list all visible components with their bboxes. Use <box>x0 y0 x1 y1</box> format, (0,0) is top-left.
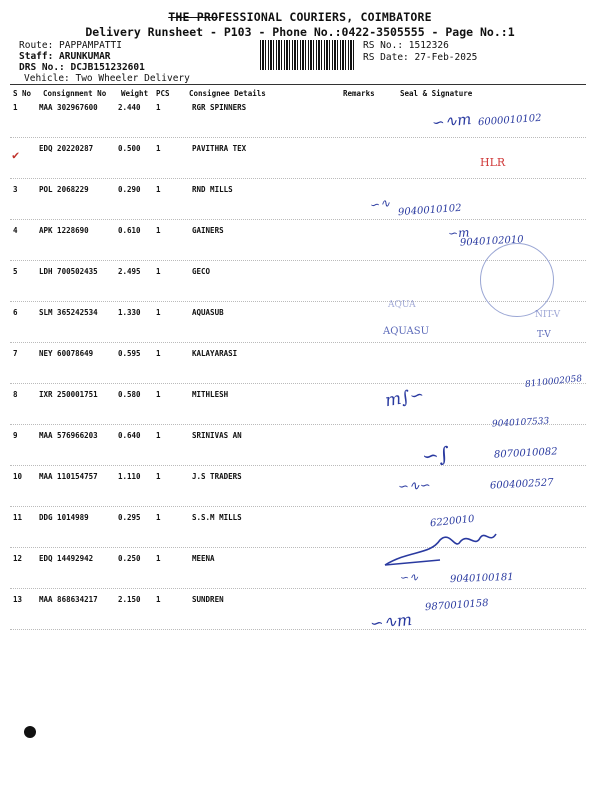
row-consignment: MAA 302967600 <box>39 103 98 112</box>
aqua-signature-stamp: AQUASU <box>383 326 430 337</box>
row-pcs: 1 <box>156 513 161 522</box>
signature-row-9: ∽∫ <box>420 441 451 469</box>
row-pcs: 1 <box>156 431 161 440</box>
row-pcs: 1 <box>156 144 161 153</box>
row-pcs: 1 <box>156 390 161 399</box>
row-consignment: LDH 700502435 <box>39 267 98 276</box>
row-weight: 0.250 <box>118 554 141 563</box>
row-weight: 0.295 <box>118 513 141 522</box>
row-consignee: J.S TRADERS <box>192 472 242 481</box>
row-pcs: 1 <box>156 349 161 358</box>
row-pcs: 1 <box>156 226 161 235</box>
header-rule <box>10 84 586 85</box>
row-sno: 9 <box>13 431 18 440</box>
handwritten-phone-row-13: 9870010158 <box>424 597 489 614</box>
row-weight: 0.500 <box>118 144 141 153</box>
row-sno: 4 <box>13 226 18 235</box>
signature-row-13: ∽∿m <box>369 609 413 634</box>
row-weight: 2.440 <box>118 103 141 112</box>
signature-row-4: ∽m <box>447 225 470 241</box>
row-weight: 0.580 <box>118 390 141 399</box>
row-pcs: 1 <box>156 267 161 276</box>
signature-row-12: ∽∿ <box>399 570 419 585</box>
red-tick-mark: ✔ <box>12 148 20 162</box>
row-weight: 0.640 <box>118 431 141 440</box>
handwritten-phone-row-9: 8070010082 <box>493 446 558 461</box>
route-label: Route: PAPPAMPATTI <box>19 40 122 51</box>
row-pcs: 1 <box>156 595 161 604</box>
row-consignment: APK 1228690 <box>39 226 89 235</box>
row-consignee: MITHLESH <box>192 390 229 399</box>
handwritten-phone-row-11: 6220010 <box>429 513 475 530</box>
row-weight: 1.110 <box>118 472 141 481</box>
runsheet-subtitle: Delivery Runsheet - P103 - Phone No.:0422-3505555 - Page No.:1 <box>85 25 515 39</box>
row-sno: 3 <box>13 185 18 194</box>
unit-stamp-text-2: T-V <box>537 330 551 340</box>
table-row <box>10 343 586 384</box>
row-weight: 0.610 <box>118 226 141 235</box>
punch-dot <box>24 726 36 738</box>
title-struck-part: THE PRO <box>168 10 219 24</box>
row-pcs: 1 <box>156 554 161 563</box>
row-consignment: DDG 1014989 <box>39 513 89 522</box>
signature-row-8: m∫∽ <box>383 384 426 412</box>
col-weight: Weight <box>121 89 149 98</box>
row-consignee: KALAYARASI <box>192 349 238 358</box>
col-sno: S No <box>13 89 32 98</box>
row-consignment: MAA 576966203 <box>39 431 98 440</box>
handwritten-phone-row-8: 8110002058 <box>524 374 583 390</box>
row-pcs: 1 <box>156 472 161 481</box>
row-sno: 8 <box>13 390 18 399</box>
row-pcs: 1 <box>156 308 161 317</box>
table-row <box>10 179 586 220</box>
row-consignment: NEY 60078649 <box>39 349 94 358</box>
title-rest: FESSIONAL COURIERS, COIMBATORE <box>218 10 432 24</box>
row-weight: 0.290 <box>118 185 141 194</box>
document-title <box>0 10 600 24</box>
barcode-image <box>260 40 356 70</box>
handwritten-phone-row-3: 9040010102 <box>397 202 462 219</box>
row-weight: 0.595 <box>118 349 141 358</box>
col-remarks: Remarks <box>343 89 375 98</box>
row-consignment: MAA 110154757 <box>39 472 98 481</box>
row-weight: 1.330 <box>118 308 141 317</box>
row-sno: 1 <box>13 103 18 112</box>
row-sno: 10 <box>13 472 23 481</box>
rs-number: RS No.: 1512326 <box>363 40 449 51</box>
row-sno: 12 <box>13 554 23 563</box>
row-consignee: AQUASUB <box>192 308 224 317</box>
handwritten-phone-row-12: 9040100181 <box>449 571 514 586</box>
vehicle-label: Vehicle: Two Wheeler Delivery <box>24 73 190 84</box>
row-sno: 13 <box>13 595 23 604</box>
row-weight: 2.150 <box>118 595 141 604</box>
col-seal: Seal & Signature <box>400 89 473 98</box>
signature-row-10: ∽∿∽ <box>397 478 432 495</box>
staff-label: Staff: ARUNKUMAR <box>19 51 111 62</box>
handwritten-phone-row-1: 6000010102 <box>477 112 542 129</box>
row-consignment: EDQ 20220287 <box>39 144 94 153</box>
row-sno: 5 <box>13 267 18 276</box>
col-pcs: PCS <box>156 89 170 98</box>
unit-stamp-text: NIT-V <box>535 310 561 320</box>
aqua-stamp-top: AQUA <box>388 300 416 310</box>
row-consignee: SRINIVAS AN <box>192 431 242 440</box>
row-consignee: S.S.M MILLS <box>192 513 242 522</box>
rs-date: RS Date: 27-Feb-2025 <box>363 52 478 63</box>
table-row <box>10 589 586 630</box>
row-consignment: POL 2068229 <box>39 185 89 194</box>
col-consignment: Consignment No <box>43 89 107 98</box>
row-consignment: MAA 868634217 <box>39 595 98 604</box>
row-sno: 11 <box>13 513 23 522</box>
row-consignee: MEENA <box>192 554 215 563</box>
handwritten-hlr-mark: HLR <box>480 156 506 169</box>
row-consignee: GAINERS <box>192 226 224 235</box>
row-sno: 6 <box>13 308 18 317</box>
handwritten-phone-row-10: 6004002527 <box>489 477 554 492</box>
row-consignee: PAVITHRA TEX <box>192 144 247 153</box>
row-pcs: 1 <box>156 103 161 112</box>
signature-row-3: ∽∿ <box>369 195 391 213</box>
signature-row-1: ∽∿m <box>431 109 473 133</box>
row-consignment: EDQ 14492942 <box>39 554 94 563</box>
row-consignee: RGR SPINNERS <box>192 103 247 112</box>
row-consignee: GECO <box>192 267 211 276</box>
handwritten-phone-row-4: 9040102010 <box>459 234 524 249</box>
row-consignment: SLM 365242534 <box>39 308 98 317</box>
seal-stamp-circle <box>480 243 554 317</box>
row-sno: 7 <box>13 349 18 358</box>
col-consignee: Consignee Details <box>189 89 266 98</box>
row-consignee: SUNDREN <box>192 595 224 604</box>
drs-number: DRS No.: DCJB151232601 <box>19 62 145 73</box>
row-consignment: IXR 250001751 <box>39 390 98 399</box>
row-consignee: RND MILLS <box>192 185 233 194</box>
signature-row-11 <box>380 520 500 570</box>
handwritten-phone-row-8b: 9040107533 <box>491 416 550 430</box>
row-weight: 2.495 <box>118 267 141 276</box>
row-pcs: 1 <box>156 185 161 194</box>
